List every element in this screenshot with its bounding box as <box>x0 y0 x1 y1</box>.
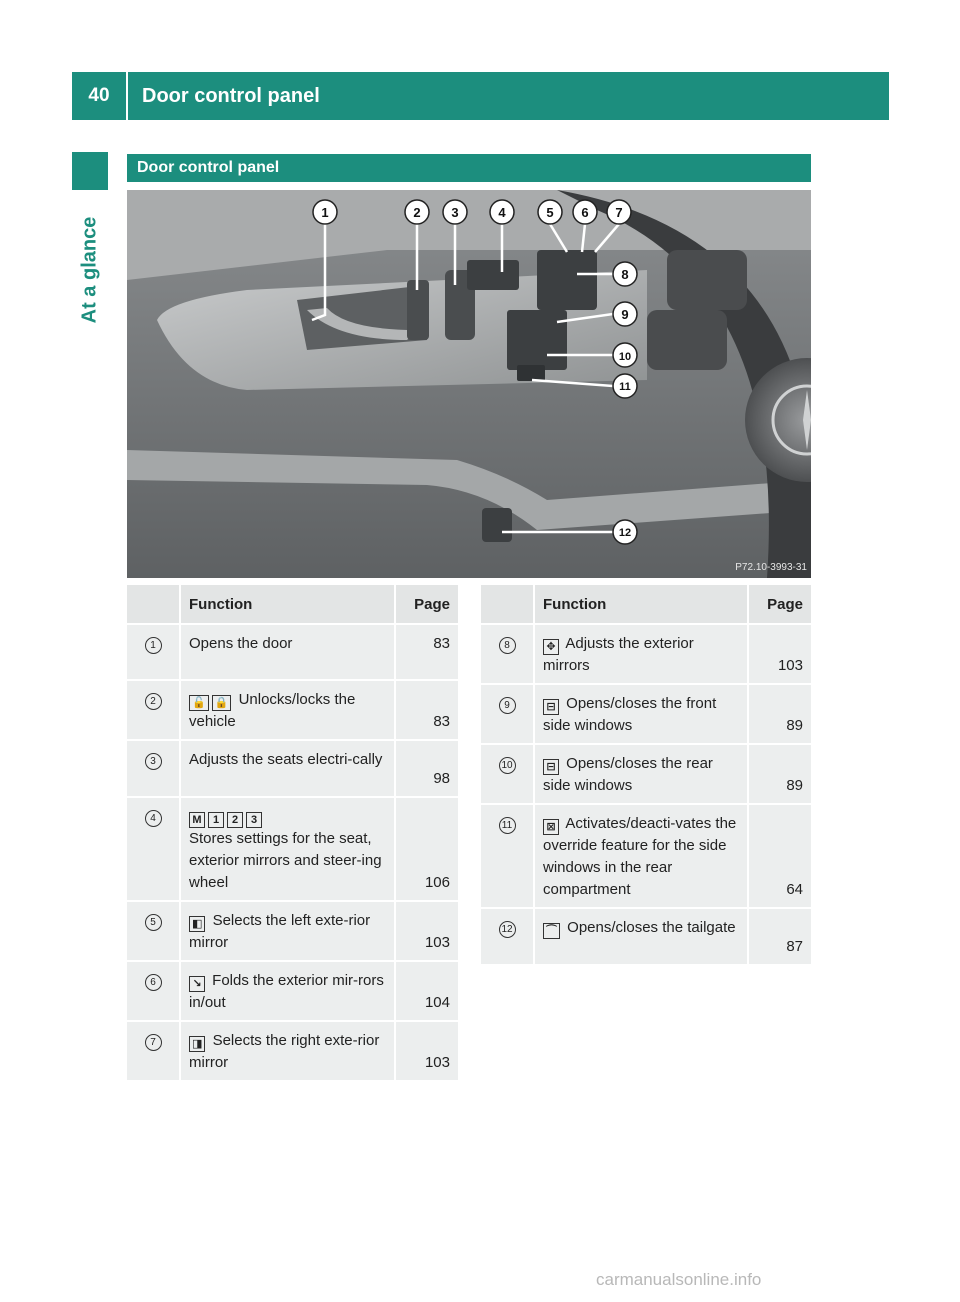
watermark: carmanualsonline.info <box>596 1270 762 1289</box>
row-text: Opens/closes the tailgate <box>567 919 736 936</box>
callout-10-label: 10 <box>618 351 632 363</box>
memory-1-icon: 1 <box>208 812 224 828</box>
side-tab-marker <box>72 152 108 190</box>
row-page: 106 <box>424 874 450 891</box>
function-table-left <box>127 585 458 1082</box>
row-text: Adjusts the seats electri-cally <box>189 751 383 768</box>
callout-10 <box>613 343 637 367</box>
row-marker: 7 <box>145 1034 162 1051</box>
header-function-label: Function <box>189 595 253 613</box>
page-number: 40 <box>88 85 110 106</box>
header-page <box>394 585 458 625</box>
callout-7 <box>607 200 631 224</box>
row-text: Folds the exterior mir-rors in/out <box>189 972 384 1011</box>
row-page: 89 <box>786 717 803 734</box>
table-row <box>127 902 458 962</box>
table-row <box>127 681 458 741</box>
row-page: 98 <box>433 770 450 787</box>
memory-m-icon: M <box>189 812 205 828</box>
row-page: 83 <box>433 635 450 652</box>
row-text: Activates/deacti-vates the override feature for the side windows in the rear compartment <box>543 815 737 898</box>
section-title: Door control panel <box>127 154 811 182</box>
lock-icon: 🔒 <box>212 695 232 711</box>
callout-11-label: 11 <box>619 381 631 393</box>
callout-6 <box>573 200 597 224</box>
header-page-label: Page <box>767 595 803 613</box>
callout-12 <box>613 520 637 544</box>
fold-mirror-icon: ↘ <box>189 976 205 992</box>
left-mirror-icon: ◧ <box>189 916 205 932</box>
header-function <box>179 585 394 625</box>
callout-8-label: 8 <box>621 267 629 282</box>
override-icon: ⊠ <box>543 819 559 835</box>
unlock-icon: 🔓 <box>189 695 209 711</box>
table-row <box>127 741 458 798</box>
table-row <box>481 745 811 805</box>
header-divider <box>126 72 128 120</box>
row-text: Selects the left exte-rior mirror <box>189 912 371 951</box>
row-marker: 12 <box>499 921 516 938</box>
callout-3-label: 3 <box>451 205 459 220</box>
callout-6-label: 6 <box>581 205 589 220</box>
door-panel-illustration <box>127 190 811 578</box>
table-row <box>481 909 811 966</box>
row-text: Opens/closes the front side windows <box>543 695 717 734</box>
row-marker: 3 <box>145 753 162 770</box>
row-text: Selects the right exte-rior mirror <box>189 1032 380 1071</box>
row-page: 83 <box>433 713 450 730</box>
callout-2-label: 2 <box>413 205 421 220</box>
tailgate-icon: ⌒ <box>543 923 560 939</box>
row-page: 87 <box>786 938 803 955</box>
row-page: 89 <box>786 777 803 794</box>
row-text: Stores settings for the seat, exterior mirrors and steer-ing wheel <box>189 830 382 891</box>
callout-3 <box>443 200 467 224</box>
row-page: 64 <box>786 881 803 898</box>
figure-code: P72.10-3993-31 <box>735 562 807 573</box>
header-page-label: Page <box>414 595 450 613</box>
table-row <box>481 805 811 909</box>
row-marker: 5 <box>145 914 162 931</box>
callout-4 <box>490 200 514 224</box>
callout-5 <box>538 200 562 224</box>
mirror-adjust-icon: ✥ <box>543 639 559 655</box>
row-marker: 1 <box>145 637 162 654</box>
page-header <box>72 72 889 120</box>
window-icon: ⊟ <box>543 699 559 715</box>
row-text: Opens/closes the rear side windows <box>543 755 713 794</box>
row-page: 103 <box>424 934 450 951</box>
row-page: 103 <box>777 657 803 674</box>
row-marker: 2 <box>145 693 162 710</box>
row-text: Adjusts the exterior mirrors <box>543 635 694 674</box>
side-tab-text: At a glance <box>78 216 101 324</box>
callout-9-label: 9 <box>621 307 629 322</box>
table-header-row <box>127 585 458 625</box>
row-marker: 8 <box>499 637 516 654</box>
side-tab-label <box>60 200 120 340</box>
row-marker: 11 <box>499 817 516 834</box>
callout-9 <box>613 302 637 326</box>
callout-4-label: 4 <box>498 205 506 220</box>
function-table-right <box>481 585 811 966</box>
callout-11 <box>613 374 637 398</box>
table-header-row <box>481 585 811 625</box>
table-row <box>127 625 458 681</box>
table-row <box>127 962 458 1022</box>
row-marker: 10 <box>499 757 516 774</box>
right-mirror-icon: ◨ <box>189 1036 205 1052</box>
callout-7-label: 7 <box>615 205 623 220</box>
memory-2-icon: 2 <box>227 812 243 828</box>
table-row <box>127 1022 458 1082</box>
memory-3-icon: 3 <box>246 812 262 828</box>
callout-2 <box>405 200 429 224</box>
page-title: Door control panel <box>142 84 320 107</box>
callout-1 <box>313 200 337 224</box>
callout-5-label: 5 <box>546 205 554 220</box>
row-marker: 6 <box>145 974 162 991</box>
callout-1-label: 1 <box>321 205 329 220</box>
row-page: 104 <box>424 994 450 1011</box>
row-text: Opens the door <box>189 635 293 652</box>
row-text: Unlocks/locks the vehicle <box>189 691 356 730</box>
callout-12-label: 12 <box>618 527 632 539</box>
table-row <box>481 685 811 745</box>
header-marker-cell <box>481 585 533 625</box>
callout-8 <box>613 262 637 286</box>
row-marker: 9 <box>499 697 516 714</box>
table-row <box>481 625 811 685</box>
window-icon: ⊟ <box>543 759 559 775</box>
row-marker: 4 <box>145 810 162 827</box>
header-function <box>533 585 747 625</box>
header-function-label: Function <box>543 595 607 613</box>
row-page: 103 <box>424 1054 450 1071</box>
table-row <box>127 798 458 902</box>
header-marker-cell <box>127 585 179 625</box>
header-page <box>747 585 811 625</box>
door-panel-figure <box>127 190 811 578</box>
